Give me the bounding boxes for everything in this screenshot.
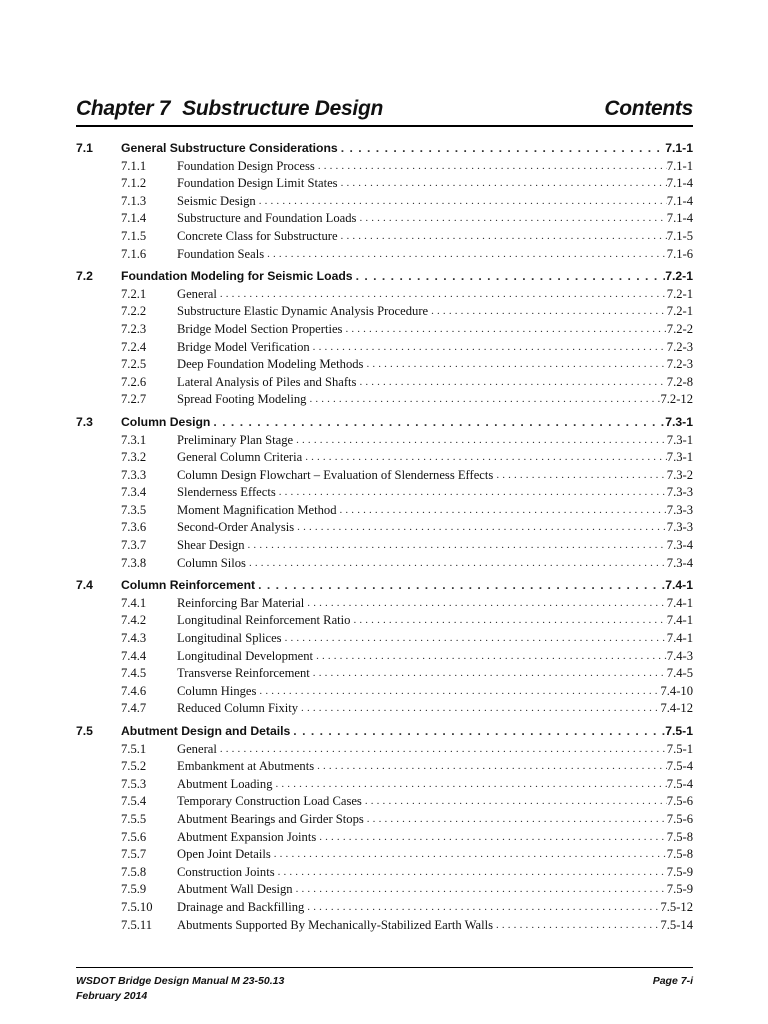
toc-entry-page: 7.1-4 [666, 193, 693, 208]
toc-entry-number: 7.5.1 [121, 741, 147, 756]
toc-entry-line [177, 246, 693, 264]
toc-entry-title: Column Design [121, 414, 211, 429]
toc-subsection-link[interactable] [76, 210, 693, 228]
dot-leader [245, 537, 667, 555]
toc-entry-number: 7.4.5 [121, 666, 147, 681]
dot-leader [282, 630, 667, 648]
toc-entry-page: 7.5-1 [665, 724, 693, 738]
toc-entry-page: 7.5-8 [666, 847, 693, 862]
toc-entry-number: 7.5 [76, 724, 93, 738]
toc-entry-number: 7.1.5 [121, 228, 147, 243]
dot-leader [273, 776, 667, 794]
toc-entry-line [177, 502, 693, 520]
toc-entry-number: 7.5.8 [121, 864, 147, 879]
toc-entry-title: Construction Joints [177, 864, 275, 879]
toc-subsection-link[interactable] [76, 502, 693, 520]
toc-entry-page: 7.1-4 [666, 176, 693, 191]
chapter-title: Substructure Design [182, 97, 384, 120]
toc-entry-number: 7.1 [76, 141, 93, 155]
toc-entry-page: 7.3-4 [666, 538, 693, 553]
toc-entry-number: 7.1.4 [121, 211, 147, 226]
toc-subsection-link[interactable] [76, 555, 693, 573]
page-number: Page 7-i [652, 975, 693, 987]
toc-entry-title: Column Silos [177, 555, 246, 570]
manual-title: WSDOT Bridge Design Manual M 23-50.13 [76, 975, 285, 987]
dot-leader [353, 268, 666, 286]
toc-entry-line [177, 776, 693, 794]
toc-entry-title: Second-Order Analysis [177, 520, 295, 535]
toc-entry-page: 7.3-3 [666, 502, 693, 517]
toc-entry-number: 7.2.4 [121, 339, 147, 354]
toc-entry-title: Longitudinal Splices [177, 631, 282, 646]
toc-entry-title: Longitudinal Development [177, 648, 314, 663]
toc-subsection-link[interactable] [76, 175, 693, 193]
toc-entry-title: Spread Footing Modeling [177, 392, 307, 407]
toc-subsection-link[interactable] [76, 741, 693, 759]
toc-entry-page: 7.1-1 [666, 158, 693, 173]
toc-entry-title: Slenderness Effects [177, 485, 276, 500]
toc-entry-page: 7.4-1 [666, 613, 693, 628]
toc-entry-page: 7.5-14 [660, 917, 693, 932]
dot-leader [306, 391, 660, 409]
toc-entry-page: 7.3-4 [666, 555, 693, 570]
toc-entry-line [177, 210, 693, 228]
dot-leader [313, 648, 667, 666]
toc-entry-line [177, 612, 693, 630]
toc-entry-line [177, 555, 693, 573]
toc-entry-line [177, 665, 693, 683]
toc-entry-title: General Substructure Considerations [121, 141, 338, 155]
dot-leader [290, 723, 665, 741]
toc-entry-number: 7.3.3 [121, 467, 147, 482]
toc-entry-title: Foundation Seals [177, 246, 265, 261]
dot-leader [338, 175, 667, 193]
toc-entry-line [177, 683, 693, 701]
dot-leader [304, 899, 660, 917]
toc-entry-line [177, 303, 693, 321]
toc-entry-line [177, 700, 693, 718]
dot-leader [275, 864, 667, 882]
toc-entry-number: 7.4.3 [121, 631, 147, 646]
toc-entry-line [177, 321, 693, 339]
toc-entry-title: Bridge Model Verification [177, 339, 310, 354]
toc-entry-title: General Column Criteria [177, 450, 303, 465]
toc-entry-page: 7.2-3 [666, 339, 693, 354]
toc-entry-line [177, 829, 693, 847]
dot-leader [293, 432, 667, 450]
toc-entry-page: 7.4-1 [666, 595, 693, 610]
toc-entry-number: 7.3.1 [121, 432, 147, 447]
toc-section [76, 140, 693, 263]
toc-entry-line [121, 577, 693, 595]
toc-entry-title: Embankment at Abutments [177, 759, 315, 774]
toc-entry-line [177, 449, 693, 467]
toc-subsection-link[interactable] [76, 758, 693, 776]
toc-entry-number: 7.5.2 [121, 759, 147, 774]
toc-entry-line [121, 723, 693, 741]
toc-entry-title: Substructure Elastic Dynamic Analysis Procedure [177, 304, 429, 319]
dot-leader [364, 811, 667, 829]
toc-entry-line [177, 811, 693, 829]
toc-subsection-link[interactable] [76, 846, 693, 864]
toc-entry-page: 7.2-8 [666, 374, 693, 389]
toc-entry-number: 7.4.4 [121, 648, 147, 663]
toc-entry-page: 7.3-1 [665, 414, 693, 429]
dot-leader [350, 612, 666, 630]
toc-entry-page: 7.4-1 [666, 631, 693, 646]
toc-section-link[interactable] [76, 140, 693, 158]
toc-entry-page: 7.2-12 [660, 392, 693, 407]
toc-entry-title: Bridge Model Section Properties [177, 321, 343, 336]
toc-entry-line [121, 414, 693, 432]
toc-entry-line [177, 793, 693, 811]
toc-subsection-link[interactable] [76, 519, 693, 537]
toc-subsection-link[interactable] [76, 467, 693, 485]
dot-leader [256, 683, 660, 701]
toc-entry-title: Longitudinal Reinforcement Ratio [177, 613, 351, 628]
toc-entry-number: 7.5.4 [121, 794, 147, 809]
toc-entry-line [177, 339, 693, 357]
toc-subsection-link[interactable] [76, 881, 693, 899]
toc-entry-number: 7.5.11 [121, 917, 153, 932]
toc-entry-line [177, 648, 693, 666]
toc-entry-title: Reinforcing Bar Material [177, 595, 305, 610]
toc-subsection-link[interactable] [76, 917, 693, 935]
toc-entry-number: 7.2.6 [121, 374, 147, 389]
dot-leader [342, 321, 666, 339]
dot-leader [264, 246, 667, 264]
dot-leader [246, 555, 667, 573]
toc-subsection-link[interactable] [76, 665, 693, 683]
toc-subsection-link[interactable] [76, 356, 693, 374]
toc-entry-title: Temporary Construction Load Cases [177, 794, 362, 809]
dot-leader [493, 467, 666, 485]
dot-leader [210, 414, 665, 432]
toc-entry-number: 7.5.6 [121, 829, 147, 844]
toc-entry-line [177, 537, 693, 555]
toc-subsection-link[interactable] [76, 811, 693, 829]
toc-entry-number: 7.1.1 [121, 158, 147, 173]
toc-entry-title: Concrete Class for Substructure [177, 228, 338, 243]
dot-leader [294, 519, 667, 537]
toc-entry-number: 7.4 [76, 578, 93, 593]
toc-entry-number: 7.5.5 [121, 811, 147, 826]
toc-entry-line [177, 228, 693, 246]
toc-entry-number: 7.2.3 [121, 321, 147, 336]
toc-entry-title: Abutments Supported By Mechanically-Stabilized Earth Walls [177, 917, 493, 932]
dot-leader [338, 140, 666, 158]
toc-entry-number: 7.3.8 [121, 555, 147, 570]
toc-entry-title: Reduced Column Fixity [177, 701, 299, 716]
toc-entry-number: 7.1.6 [121, 246, 147, 261]
toc-section [76, 723, 693, 934]
publication-date: February 2014 [76, 990, 148, 1002]
toc-entry-page: 7.1-5 [666, 228, 693, 243]
toc-entry-number: 7.1.3 [121, 193, 147, 208]
toc-section-link[interactable] [76, 577, 693, 595]
dot-leader [298, 700, 660, 718]
toc-entry-page: 7.3-3 [666, 520, 693, 535]
toc-entry-title: Abutment Bearings and Girder Stops [177, 811, 364, 826]
toc-subsection-link[interactable] [76, 391, 693, 409]
toc-entry-title: Transverse Reinforcement [177, 666, 310, 681]
toc-entry-title: Open Joint Details [177, 847, 271, 862]
toc-entry-title: Abutment Design and Details [121, 724, 291, 738]
toc-subsection-link[interactable] [76, 537, 693, 555]
dot-leader [310, 339, 667, 357]
dot-leader [217, 741, 667, 759]
toc-entry-page: 7.5-4 [666, 776, 693, 791]
chapter-heading [76, 97, 383, 121]
toc-entry-title: General [177, 741, 217, 756]
dot-leader [302, 449, 667, 467]
toc-entry-page: 7.3-1 [666, 450, 693, 465]
toc-subsection-link[interactable] [76, 193, 693, 211]
toc-entry-number: 7.5.9 [121, 882, 147, 897]
toc-entry-number: 7.2.5 [121, 357, 147, 372]
toc-entry-number: 7.5.3 [121, 776, 147, 791]
toc-section-link[interactable] [76, 414, 693, 432]
toc-entry-title: Drainage and Backfilling [177, 899, 305, 914]
toc-entry-page: 7.5-8 [666, 829, 693, 844]
toc-subsection-link[interactable] [76, 864, 693, 882]
toc-entry-number: 7.3.4 [121, 485, 147, 500]
toc-entry-page: 7.3-1 [666, 432, 693, 447]
dot-leader [315, 158, 667, 176]
toc-entry-number: 7.2.1 [121, 286, 147, 301]
toc-entry-number: 7.2.7 [121, 392, 147, 407]
toc-subsection-link[interactable] [76, 630, 693, 648]
toc-entry-page: 7.3-3 [666, 485, 693, 500]
toc-subsection-link[interactable] [76, 228, 693, 246]
toc-entry-number: 7.4.6 [121, 683, 147, 698]
toc-entry-number: 7.3.2 [121, 450, 147, 465]
toc-entry-title: Substructure and Foundation Loads [177, 211, 357, 226]
dot-leader [255, 577, 665, 595]
toc-entry-page: 7.2-2 [666, 321, 693, 336]
toc-entry-number: 7.4.7 [121, 701, 147, 716]
contents-label: Contents [604, 97, 693, 120]
toc-subsection-link[interactable] [76, 683, 693, 701]
dot-leader [337, 502, 667, 520]
toc-entry-page: 7.2-1 [666, 304, 693, 319]
toc-entry-page: 7.5-1 [666, 741, 693, 756]
toc-entry-page: 7.5-12 [660, 899, 693, 914]
toc-entry-page: 7.5-4 [666, 759, 693, 774]
toc-entry-title: Seismic Design [177, 193, 256, 208]
toc-entry-number: 7.4.2 [121, 613, 147, 628]
toc-entry-title: Preliminary Plan Stage [177, 432, 294, 447]
toc-subsection-link[interactable] [76, 449, 693, 467]
toc-entry-page: 7.4-10 [660, 683, 693, 698]
toc-subsection-link[interactable] [76, 899, 693, 917]
toc-subsection-link[interactable] [76, 829, 693, 847]
dot-leader [338, 228, 667, 246]
toc-entry-line [177, 432, 693, 450]
toc-entry-line [177, 864, 693, 882]
toc-entry-number: 7.5.7 [121, 847, 147, 862]
toc-entry-title: Lateral Analysis of Piles and Shafts [177, 374, 357, 389]
toc-entry-line [177, 193, 693, 211]
toc-entry-page: 7.5-6 [666, 794, 693, 809]
toc-entry-title: Shear Design [177, 538, 245, 553]
toc-entry-line [177, 899, 693, 917]
toc-entry-page: 7.4-1 [665, 578, 693, 593]
toc-entry-line [177, 741, 693, 759]
toc-entry-page: 7.4-12 [660, 701, 693, 716]
toc-entry-title: Foundation Design Process [177, 158, 315, 173]
chapter-number: Chapter 7 [76, 97, 171, 120]
toc-section [76, 268, 693, 409]
toc-subsection-link[interactable] [76, 776, 693, 794]
toc-subsection-link[interactable] [76, 303, 693, 321]
dot-leader [356, 374, 666, 392]
dot-leader [256, 193, 667, 211]
document-page [76, 0, 693, 1024]
toc-entry-line [121, 268, 693, 286]
toc-entry-page: 7.2-1 [666, 286, 693, 301]
toc-entry-number: 7.4.1 [121, 595, 147, 610]
toc-entry-line [177, 175, 693, 193]
toc-entry-number: 7.2.2 [121, 304, 147, 319]
toc-entry-title: Abutment Loading [177, 776, 273, 791]
toc-entry-title: Column Hinges [177, 683, 257, 698]
toc-entry-line [177, 881, 693, 899]
toc-entry-title: Column Reinforcement [121, 578, 256, 593]
toc-subsection-link[interactable] [76, 321, 693, 339]
toc-entry-line [177, 467, 693, 485]
toc-entry-line [177, 356, 693, 374]
toc-section-link[interactable] [76, 268, 693, 286]
toc-entry-number: 7.3.6 [121, 520, 147, 535]
toc-subsection-link[interactable] [76, 484, 693, 502]
toc-entry-page: 7.4-5 [666, 666, 693, 681]
toc-entry-line [177, 374, 693, 392]
toc-subsection-link[interactable] [76, 595, 693, 613]
toc-entry-page: 7.4-3 [666, 648, 693, 663]
toc-entry-number: 7.1.2 [121, 176, 147, 191]
toc-entry-line [177, 846, 693, 864]
header-rule [76, 125, 693, 127]
dot-leader [493, 917, 660, 935]
toc-subsection-link[interactable] [76, 286, 693, 304]
toc-section-link[interactable] [76, 723, 693, 741]
toc-entry-page: 7.3-2 [666, 467, 693, 482]
toc-section [76, 414, 693, 572]
toc-entry-line [177, 630, 693, 648]
toc-entry-title: General [177, 286, 217, 301]
toc-entry-page: 7.1-4 [666, 211, 693, 226]
toc-entry-number: 7.3.5 [121, 502, 147, 517]
toc-subsection-link[interactable] [76, 612, 693, 630]
toc-entry-page: 7.1-6 [666, 246, 693, 261]
dot-leader [293, 881, 667, 899]
toc-entry-title: Foundation Design Limit States [177, 176, 338, 191]
toc-entry-line [177, 286, 693, 304]
toc-subsection-link[interactable] [76, 158, 693, 176]
toc-entry-page: 7.5-6 [666, 811, 693, 826]
toc-entry-title: Column Design Flowchart – Evaluation of Slenderness Effects [177, 467, 494, 482]
table-of-contents [76, 140, 693, 939]
toc-entry-page: 7.5-9 [666, 882, 693, 897]
dot-leader [428, 303, 667, 321]
toc-entry-number: 7.3 [76, 414, 93, 429]
dot-leader [217, 286, 667, 304]
toc-entry-page: 7.1-1 [665, 141, 693, 155]
dot-leader [276, 484, 667, 502]
toc-entry-page: 7.5-9 [666, 864, 693, 879]
dot-leader [314, 758, 667, 776]
dot-leader [310, 665, 667, 683]
toc-entry-number: 7.3.7 [121, 538, 147, 553]
toc-subsection-link[interactable] [76, 648, 693, 666]
toc-entry-line [177, 391, 693, 409]
toc-entry-page: 7.2-3 [666, 357, 693, 372]
toc-entry-title: Foundation Modeling for Seismic Loads [121, 269, 353, 284]
toc-entry-title: Abutment Expansion Joints [177, 829, 317, 844]
toc-entry-title: Deep Foundation Modeling Methods [177, 357, 364, 372]
toc-subsection-link[interactable] [76, 374, 693, 392]
toc-entry-line [177, 484, 693, 502]
dot-leader [356, 210, 666, 228]
toc-subsection-link[interactable] [76, 339, 693, 357]
toc-entry-number: 7.5.10 [121, 899, 153, 914]
toc-entry-title: Abutment Wall Design [177, 882, 293, 897]
toc-entry-line [177, 917, 693, 935]
toc-entry-line [177, 758, 693, 776]
dot-leader [363, 356, 666, 374]
toc-entry-title: Moment Magnification Method [177, 502, 337, 517]
dot-leader [362, 793, 667, 811]
toc-entry-page: 7.2-1 [665, 269, 693, 284]
toc-section [76, 577, 693, 718]
toc-entry-line [177, 519, 693, 537]
toc-entry-line [177, 595, 693, 613]
toc-entry-line [121, 140, 693, 158]
dot-leader [304, 595, 666, 613]
toc-subsection-link[interactable] [76, 793, 693, 811]
toc-entry-number: 7.2 [76, 269, 93, 284]
toc-entry-line [177, 158, 693, 176]
dot-leader [271, 846, 667, 864]
footer-rule [76, 967, 693, 968]
toc-subsection-link[interactable] [76, 432, 693, 450]
dot-leader [316, 829, 667, 847]
toc-subsection-link[interactable] [76, 700, 693, 718]
toc-subsection-link[interactable] [76, 246, 693, 264]
chapter-header [76, 97, 693, 125]
